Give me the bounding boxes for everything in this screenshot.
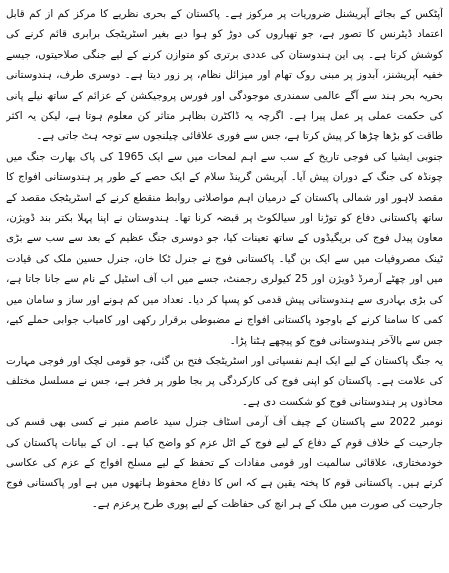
paragraph-naval-doctrine: آپٹکس کے بجائے آپریشنل ضروریات پر مرکوز ہے۔ پاکستان کے بحری نظریے کا مرکز کم از کم قابل اعتماد ڈیٹرنس کا تصور ہے، جو تھیاروں کی دوڑ کو ہوا دیے بغیر اسٹریٹجک برابری قائم کرنے کی کوشش کرتا ہے۔ پی این ہندوستان کی عددی برتری کو متوازن کرنے کے لیے جنگی صلاحیتوں، جیسے خفیہ آپریشنز، آبدوز پر مبنی روک تھام اور میزائل نظام، پر زور دیتا ہے۔ دوسری طرف، ہندوستانی بحریہ بحر ہند سے آگے عالمی سمندری موجودگی اور فورس پروجیکشن کے عزائم کے ساتھ نیلے پانی کی حکمت عملی پر عمل پیرا ہے۔ اگرچہ یہ ڈاکٹرن بظاہر متاثر کن معلوم ہوتا ہے، لیکن یہ اکثر طاقت کو بڑھا چڑھا کر پیش کرتا ہے، جس سے فوری علاقائی چیلنجوں سے توجہ ہٹ جاتی ہے۔ — [6, 8, 443, 143]
paragraph-victory-significance: یہ جنگ پاکستان کے لیے ایک اہم نفسیاتی اور اسٹریٹجک فتح بن گئی، جو قومی لچک اور فوجی مہارت کی علامت ہے۔ پاکستان کو اپنی فوج کی کارکردگی پر بجا طور پر فخر ہے، جس نے مسلسل مختلف محاذوں پر ہندوستانی فوج کو شکست دی ہے۔ — [6, 354, 443, 408]
paragraph-army-chief-resolve: نومبر 2022 سے پاکستان کے چیف آف آرمی اسٹاف جنرل سید عاصم منیر نے کسی بھی قسم کی جارحیت کے خلاف قوم کے دفاع کے لیے فوج کے اٹل عزم کو واضح کیا ہے۔ ان کے بیانات پاکستان کی خودمختاری، علاقائی سالمیت اور قومی مفادات کے تحفظ کے لیے مسلح افواج کے عزم کی عکاسی کرتے ہیں۔ پاکستانی قوم کا پختہ یقین ہے کہ اس کا دفاع محفوظ ہاتھوں میں ہے اور پاکستانی فوج جارحیت کی صورت میں ملک کے ہر انچ کی حفاظت کے لیے پوری طرح پرعزم ہے۔ — [6, 416, 443, 510]
document-body — [6, 4, 443, 569]
paragraph-battle-of-chawinda: جنوبی ایشیا کی فوجی تاریخ کے سب سے اہم لمحات میں سے ایک 1965 کی پاک بھارت جنگ میں چونڈہ کی جنگ کے دوران پیش آیا۔ آپریشن گرینڈ سلام کے ایک حصے کے طور پر ہندوستانی افواج کا مقصد لاہور اور شمالی پاکستان کے درمیان اہم مواصلاتی روابط منقطع کرنے کے اسٹریٹجک مقصد کے ساتھ پاکستانی دفاع کو توڑنا اور سیالکوٹ پر قبضہ کرنا تھا۔ ہندوستان نے اپنا پہلا بکتر بند ڈویژن، معاون پیدل فوج کی بریگیڈوں کے ساتھ تعینات کیا، جو دوسری جنگ عظیم کے بعد سے سب سے بڑی ٹینک مصروفیات میں سے ایک بن گیا۔ پاکستانی فوج نے جنرل ٹکا خان، جنرل حسین ملک کی قیادت میں اور چھٹے آرمرڈ ڈویژن اور 25 کیولری رجمنٹ، جسے میں اب آف اسٹیل کے نام سے جانا جاتا ہے، کی بڑی بہادری سے ہندوستانی پیش قدمی کو پسپا کر دیا۔ تعداد میں کم ہونے اور ساز و سامان میں کمی کا سامنا کرنے کے باوجود پاکستانی افواج نے مضبوطی برقرار رکھی اور کامیاب جوابی حملے کیے، جس سے بالآخر ہندوستانی فوج کو پیچھے ہٹنا پڑا۔ — [6, 150, 443, 347]
